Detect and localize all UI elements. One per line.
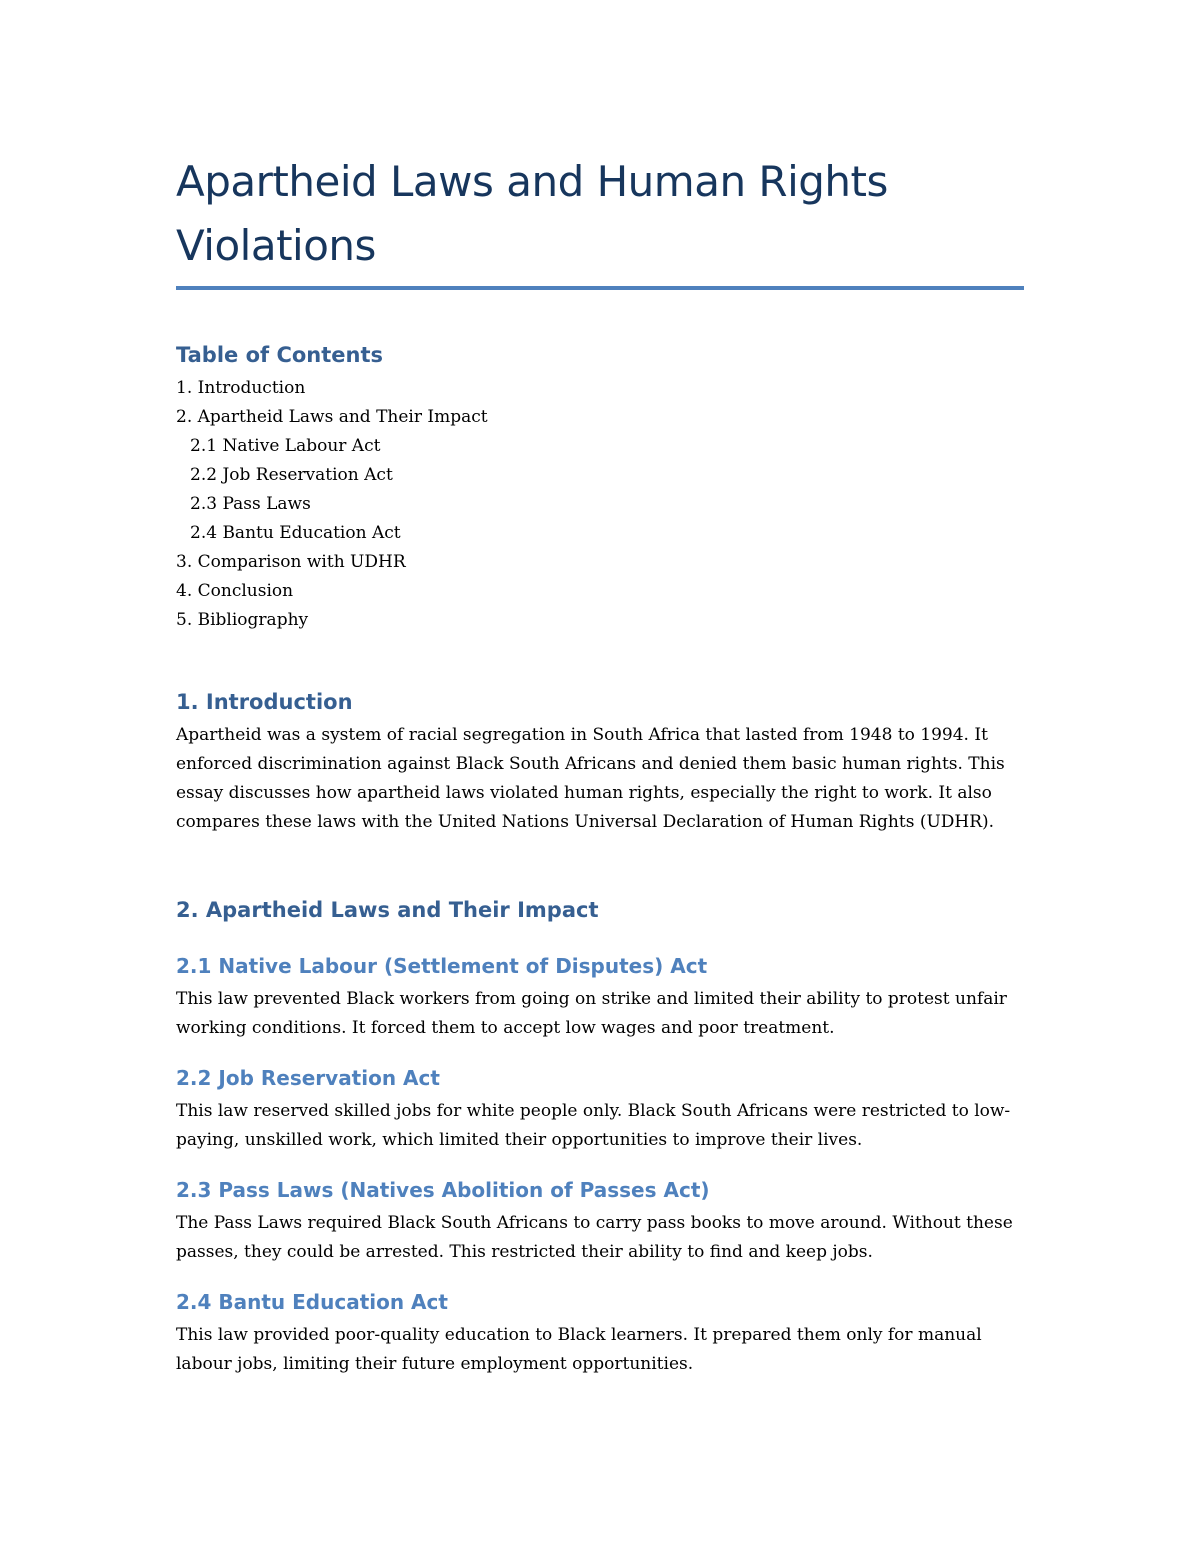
toc-item-comparison-udhr[interactable]: 3. Comparison with UDHR	[176, 552, 406, 572]
bantu-education-act-heading: 2.4 Bantu Education Act	[176, 1290, 448, 1314]
subsection-bantu-education-act	[176, 1287, 1024, 1379]
toc-item-native-labour-act[interactable]: 2.1 Native Labour Act	[190, 436, 381, 456]
toc-item-bibliography[interactable]: 5. Bibliography	[176, 610, 309, 630]
toc-item-job-reservation-act[interactable]: 2.2 Job Reservation Act	[190, 465, 393, 485]
job-reservation-act-heading: 2.2 Job Reservation Act	[176, 1066, 440, 1090]
subsection-native-labour-act	[176, 951, 1024, 1043]
subsection-pass-laws	[176, 1175, 1024, 1267]
toc-heading: Table of Contents	[176, 343, 384, 367]
native-labour-act-heading: 2.1 Native Labour (Settlement of Disputes) Act	[176, 954, 708, 978]
pass-laws-heading: 2.3 Pass Laws (Natives Abolition of Passes Act)	[176, 1178, 710, 1202]
document-page	[176, 150, 1024, 1379]
introduction-heading: 1. Introduction	[176, 690, 353, 714]
toc-item-conclusion[interactable]: 4. Conclusion	[176, 581, 294, 601]
apartheid-laws-heading: 2. Apartheid Laws and Their Impact	[176, 898, 599, 922]
introduction-paragraph: Apartheid was a system of racial segregation in South Africa that lasted from 1948 to 1994. It enforced discrimination against Black South Africans and denied them basic human rights. This essay discusses how apartheid laws violated human rights, especially the right to work. It also compares these laws with the United Nations Universal Declaration of Human Rights (UDHR).	[176, 725, 1005, 832]
document-title: Apartheid Laws and Human Rights Violations	[176, 157, 888, 270]
pass-laws-paragraph: The Pass Laws required Black South Africans to carry pass books to move around. Without these passes, they could be arrested. This restricted their ability to find and keep jobs.	[176, 1213, 1013, 1262]
toc-item-apartheid-laws[interactable]: 2. Apartheid Laws and Their Impact	[176, 407, 488, 427]
section-apartheid-laws	[176, 895, 1024, 1379]
toc-item-bantu-education-act[interactable]: 2.4 Bantu Education Act	[190, 523, 401, 543]
job-reservation-act-paragraph: This law reserved skilled jobs for white people only. Black South Africans were restricted to low-paying, unskilled work, which limited their opportunities to improve their lives.	[176, 1101, 1011, 1150]
subsection-job-reservation-act	[176, 1063, 1024, 1155]
table-of-contents	[176, 340, 1024, 635]
toc-item-introduction[interactable]: 1. Introduction	[176, 378, 306, 398]
toc-list	[176, 374, 1024, 635]
section-introduction	[176, 687, 1024, 837]
bantu-education-act-paragraph: This law provided poor-quality education to Black learners. It prepared them only for manual labour jobs, limiting their future employment opportunities.	[176, 1325, 982, 1374]
native-labour-act-paragraph: This law prevented Black workers from going on strike and limited their ability to protest unfair working conditions. It forced them to accept low wages and poor treatment.	[176, 989, 1007, 1038]
title-underline	[176, 286, 1024, 290]
toc-item-pass-laws[interactable]: 2.3 Pass Laws	[190, 494, 311, 514]
